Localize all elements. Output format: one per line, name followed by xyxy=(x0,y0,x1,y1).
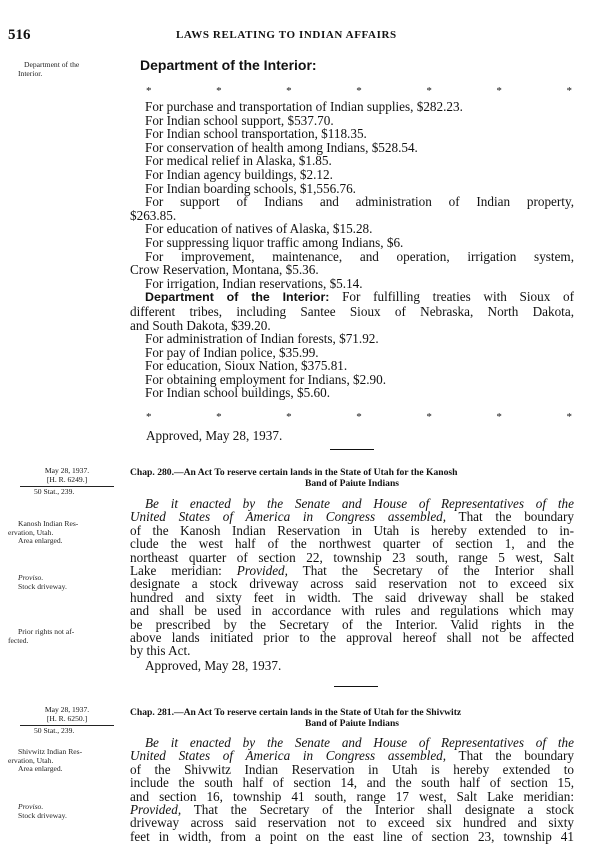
margin-note-ch281-citation: May 28, 1937. [H. R. 6250.] 50 Stat., 239. xyxy=(20,706,114,735)
margin-note-kanosh: Kanosh Indian Res- ervation, Utah. Area enlarged. xyxy=(8,519,79,546)
ellipsis-stars-top: * * * * * * * xyxy=(146,85,572,97)
list-item-continuation: and South Dakota, $39.20. xyxy=(130,317,271,333)
running-title: LAWS RELATING TO INDIAN AFFAIRS xyxy=(176,29,397,41)
list-item: For Indian school transportation, $118.35. xyxy=(145,126,367,142)
margin-note-department: Department of the Interior. xyxy=(18,60,80,78)
list-item: For pay of Indian police, $35.99. xyxy=(145,344,319,360)
list-item: For irrigation, Indian reservations, $5.14. xyxy=(145,275,363,291)
list-item: For conservation of health among Indians, $528.54. xyxy=(145,139,418,155)
list-item: For improvement, maintenance, and operation, irrigation system, xyxy=(145,248,574,264)
list-item-continuation: different tribes, including Santee Sioux of Nebraska, North Dakota, xyxy=(130,303,574,319)
margin-note-ch280-citation: May 28, 1937. [H. R. 6249.] 50 Stat., 239. xyxy=(20,467,114,496)
approved-date-ch280: Approved, May 28, 1937. xyxy=(145,657,282,673)
list-item-continuation: Crow Reservation, Montana, $5.36. xyxy=(130,262,319,278)
list-item: For education, Sioux Nation, $375.81. xyxy=(145,358,348,374)
list-item: Department of the Interior: For fulfilling treaties with Sioux of xyxy=(145,289,574,305)
list-item-continuation: $263.85. xyxy=(130,207,177,223)
divider-rule xyxy=(330,449,374,450)
section-heading: Department of the Interior: xyxy=(140,57,317,73)
approved-date-section: Approved, May 28, 1937. xyxy=(146,428,283,443)
list-item: For Indian school support, $537.70. xyxy=(145,112,334,128)
margin-note-prior-rights: Prior rights not af- fected. xyxy=(8,627,75,645)
list-item: For purchase and transportation of Indian supplies, $282.23. xyxy=(145,99,463,114)
chapter-280-title: Chap. 280.—An Act To reserve certain lands in the State of Utah for the Kanosh Band of Paiute Indians xyxy=(130,467,458,489)
chapter-280-body: Be it enacted by the Senate and House of Representatives of the United States of America in Congress assembled, That the boundary of the Kanosh Indian Reservation in Utah is hereby extended to in- clude the west half of the northwest quarter of section 1, and the northeast quarter of section 22, township 23 south, range 5 west, Salt Lake meridian: Provided, That the Secretary of the Interior shall designate a stock driveway across said reservation not to exceed six hundred and sixty feet in width. The said driveway shall be staked and shall be used in accordance with rules and regulations which may be prescribed by the Secretary of the Interior. Valid rights in the above lands initiated prior to the approval hereof shall not be affected by this Act. Approved, May 28, 1937. xyxy=(130,496,574,673)
list-item: For suppressing liquor traffic among Indians, $6. xyxy=(145,234,404,250)
list-item: For support of Indians and administration of Indian property, xyxy=(145,194,574,210)
chapter-281-body: Be it enacted by the Senate and House of Representatives of the United States of America in Congress assembled, That the boundary of the Shivwitz Indian Reservation in Utah is hereby extended to include the south half of section 14, and the south half of section 15, and section 16, township 41 south, range 17 west, Salt Lake meridian: Provided, That the Secretary of the Interior shall designate a stock driveway across said reservation not to exceed six hundred and sixty feet in width, from a point on the east line of section 23, township 41 xyxy=(130,735,574,844)
list-item: For obtaining employment for Indians, $2.90. xyxy=(145,371,387,387)
margin-note-shivwitz: Shivwitz Indian Res- ervation, Utah. Area enlarged. xyxy=(8,747,83,774)
appropriations-list xyxy=(130,100,574,400)
list-item: For Indian school buildings, $5.60. xyxy=(145,385,330,401)
ellipsis-stars-bottom: * * * * * * * xyxy=(146,411,572,423)
page-number: 516 xyxy=(8,27,31,43)
margin-note-proviso-1: Proviso. Stock driveway. xyxy=(18,573,67,591)
margin-note-proviso-2: Proviso. Stock driveway. xyxy=(18,802,67,820)
list-item: For Indian boarding schools, $1,556.76. xyxy=(145,180,356,196)
chapter-281-title: Chap. 281.—An Act To reserve certain lands in the State of Utah for the Shivwitz Band of Paiute Indians xyxy=(130,707,462,729)
list-item: For education of natives of Alaska, $15.28. xyxy=(145,221,373,237)
divider-rule xyxy=(334,686,378,687)
list-item: For Indian agency buildings, $2.12. xyxy=(145,166,333,182)
list-item: For medical relief in Alaska, $1.85. xyxy=(145,153,332,169)
list-item: For administration of Indian forests, $71.92. xyxy=(145,331,379,347)
